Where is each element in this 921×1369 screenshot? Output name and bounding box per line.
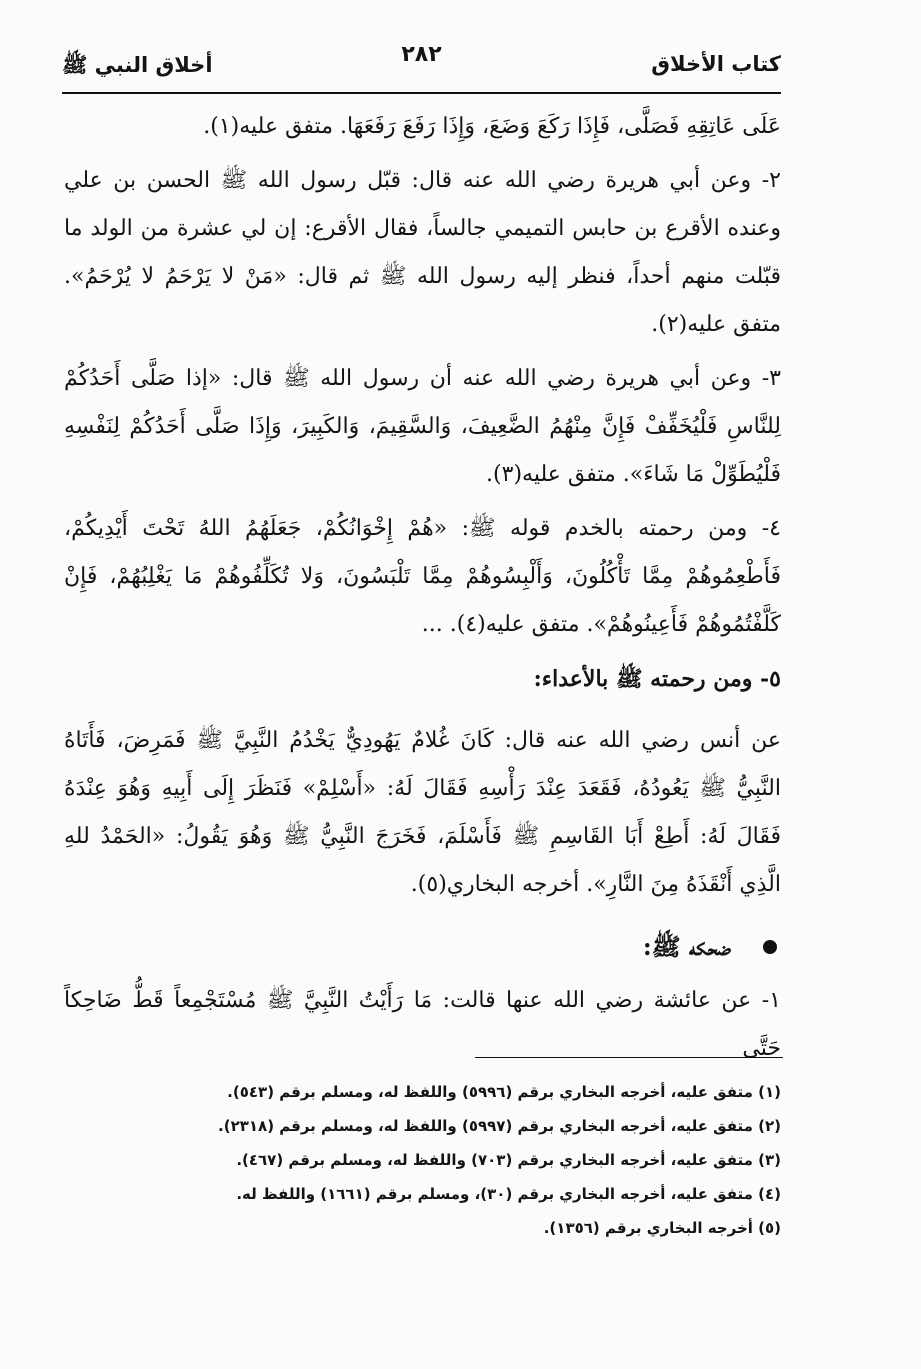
bullet-icon bbox=[763, 940, 777, 954]
paragraph-2: ٢- وعن أبي هريرة رضي الله عنه قال: قبّل رسول الله ﷺ الحسن بن علي وعنده الأقرع بن حابس التميمي جالساً، فقال الأقرع: إن لي عشرة من الولد ما قبّلت منهم أحداً، فنظر إليه رسول الله ﷺ ثم قال: «مَنْ لا يَرْحَمُ لا يُرْحَمُ». متفق عليه(٢). bbox=[64, 168, 781, 337]
paragraph-5: عن أنس رضي الله عنه قال: كَانَ غُلامٌ يَهُودِيٌّ يَخْدُمُ النَّبِيَّ ﷺ فَمَرِضَ، فَأَتَاهُ النَّبِيُّ ﷺ يَعُودُهُ، فَقَعَدَ عِنْدَ رَأْسِهِ فَقَالَ لَهُ: «أَسْلِمْ» فَنَظَرَ إِلَى أَبِيهِ وَهُوَ عِنْدَهُ فَقَالَ لَهُ: أَطِعْ أَبَا القَاسِمِ ﷺ فَأَسْلَمَ، فَخَرَجَ النَّبِيُّ ﷺ وَهُوَ يَقُولُ: «الحَمْدُ للهِ الَّذِي أَنْقَذَهُ مِنَ النَّارِ». أخرجه البخاري(٥). bbox=[64, 728, 782, 897]
page-number: ٢٨٢ bbox=[401, 42, 442, 67]
paragraph-6: ١- عن عائشة رضي الله عنها قالت: مَا رَأَيْتُ النَّبِيَّ ﷺ مُسْتَجْمِعاً قَطُّ ضَاحِكاً حَتَّى bbox=[64, 988, 781, 1061]
chapter-title: أخلاق النبي ﷺ bbox=[62, 53, 213, 77]
footnotes bbox=[140, 1075, 781, 1245]
footnote: (٥) أخرجه البخاري برقم (١٣٥٦). bbox=[543, 1219, 781, 1237]
paragraph-4: ٤- ومن رحمته بالخدم قوله ﷺ: «هُمْ إِخْوَانُكُمْ، جَعَلَهُمُ اللهُ تَحْتَ أَيْدِيكُمْ، فَأَطْعِمُوهُمْ مِمَّا تَأْكُلُونَ، وَأَلْبِسُوهُمْ مِمَّا تَلْبَسُونَ، وَلا تُكَلِّفُوهُمْ مَا يَغْلِبُهُمْ، فَإِنْ كَلَّفْتُمُوهُمْ فَأَعِينُوهُمْ». متفق عليه(٤). ... bbox=[64, 516, 781, 637]
page-header bbox=[62, 40, 781, 90]
footnote: (٣) متفق عليه، أخرجه البخاري برقم (٧٠٣) واللفظ له، ومسلم برقم (٤٦٧). bbox=[236, 1151, 781, 1169]
footnote: (٤) متفق عليه، أخرجه البخاري برقم (٣٠)، ومسلم برقم (١٦٦١) واللفظ له. bbox=[236, 1185, 781, 1203]
paragraph-3: ٣- وعن أبي هريرة رضي الله عنه أن رسول الله ﷺ قال: «إذا صَلَّى أَحَدُكُمْ لِلنَّاسِ فَلْيُخَفِّفْ فَإِنَّ مِنْهُمُ الضَّعِيفَ، وَالسَّقِيمَ، وَالكَبِيرَ، وَإِذَا صَلَّى أَحَدُكُمْ لِنَفْسِهِ فَلْيُطَوِّلْ مَا شَاءَ». متفق عليه(٣). bbox=[64, 366, 781, 487]
section-heading-text: ضحكه ﷺ: bbox=[642, 932, 731, 961]
paragraph-1: عَلَى عَاتِقِهِ فَصَلَّى، فَإِذَا رَكَعَ وَضَعَ، وَإِذَا رَفَعَ رَفَعَهَا. متفق عليه(١). bbox=[203, 114, 781, 139]
subheading-enemies: ٥- ومن رحمته ﷺ بالأعداء: bbox=[533, 666, 781, 692]
book-title: كتاب الأخلاق bbox=[651, 52, 781, 76]
section-heading bbox=[64, 923, 781, 971]
main-text bbox=[64, 103, 781, 1073]
header-rule bbox=[62, 92, 781, 94]
footnote: (٢) متفق عليه، أخرجه البخاري برقم (٥٩٩٧) واللفظ له، ومسلم برقم (٢٣١٨). bbox=[218, 1117, 781, 1135]
footnote-rule bbox=[475, 1057, 783, 1058]
footnote: (١) متفق عليه، أخرجه البخاري برقم (٥٩٩٦) واللفظ له، ومسلم برقم (٥٤٣). bbox=[227, 1083, 781, 1101]
